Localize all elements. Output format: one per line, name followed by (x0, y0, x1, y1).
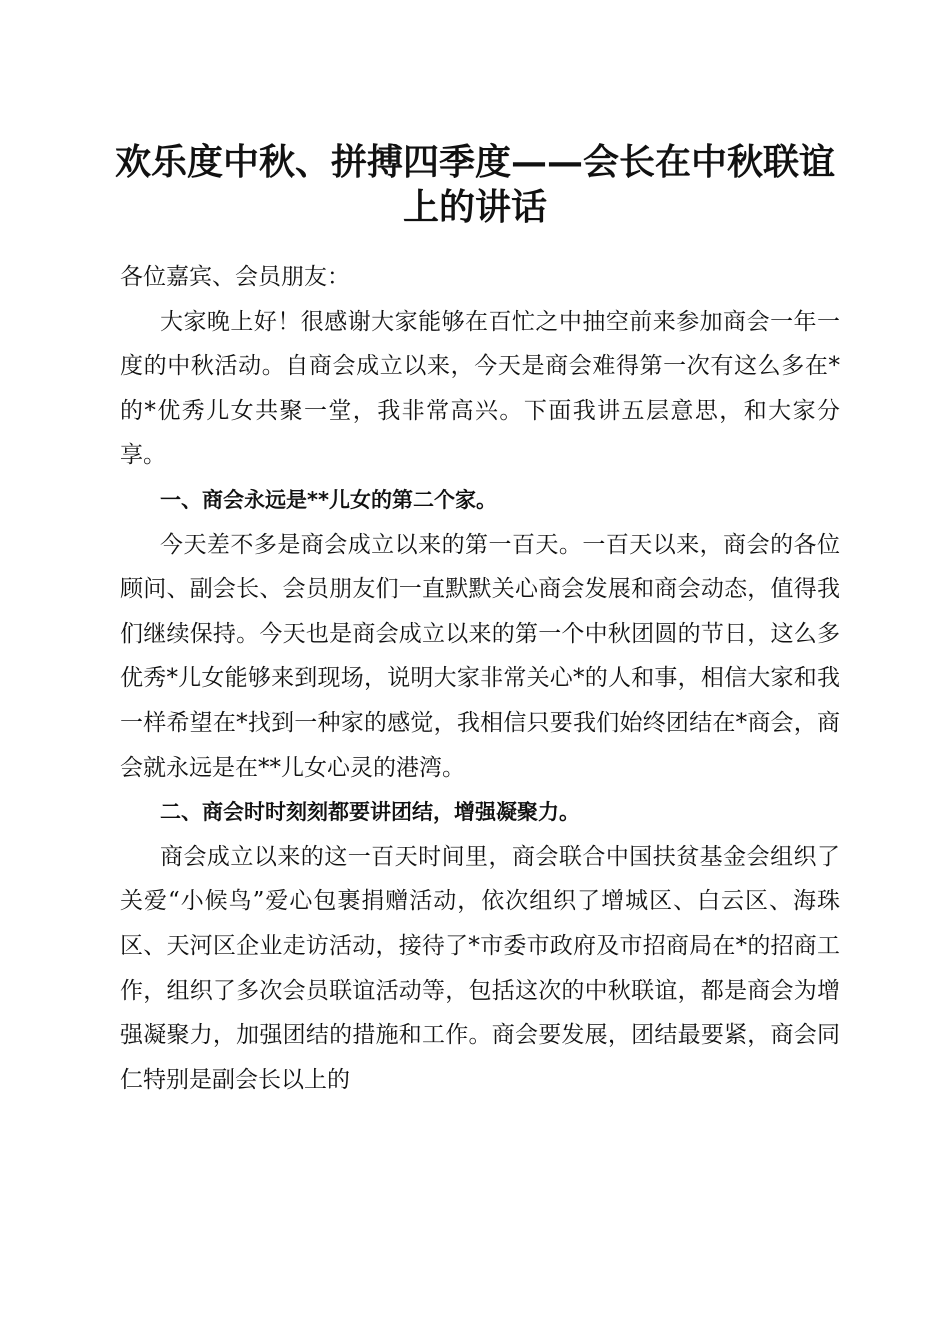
section-2-paragraph: 商会成立以来的这一百天时间里，商会联合中国扶贫基金会组织了关爱“小候鸟”爱心包裹捐赠活动，依次组织了增城区、白云区、海珠区、天河区企业走访活动，接待了*市委市政府及市招商局在*的招商工作，组织了多次会员联谊活动等，包括这次的中秋联谊，都是商会为增强凝聚力，加强团结的措施和工作。商会要发展，团结最要紧，商会同仁特别是副会长以上的 (120, 843, 840, 1093)
salutation: 各位嘉宾、会员朋友： (120, 264, 350, 290)
section-heading-2: 二、商会时时刻刻都要讲团结，增强凝聚力。 (160, 800, 580, 825)
section-1-paragraph: 今天差不多是商会成立以来的第一百天。一百天以来，商会的各位顾问、副会长、会员朋友们一直默默关心商会发展和商会动态，值得我们继续保持。今天也是商会成立以来的第一个中秋团圆的节日，这么多优秀*儿女能够来到现场，说明大家非常关心*的人和事，相信大家和我一样希望在*找到一种家的感觉，我相信只要我们始终团结在*商会，商会就永远是在**儿女心灵的港湾。 (120, 531, 840, 781)
section-heading-1: 一、商会永远是**儿女的第二个家。 (160, 487, 497, 512)
intro-paragraph: 大家晚上好！很感谢大家能够在百忙之中抽空前来参加商会一年一度的中秋活动。自商会成立以来，今天是商会难得第一次有这么多在*的*优秀儿女共聚一堂，我非常高兴。下面我讲五层意思，和大家分享。 (120, 308, 840, 469)
document-title-line-1: 欢乐度中秋、拼搏四季度——会长在中秋联谊 (114, 141, 835, 183)
document-title-line-2: 上的讲话 (402, 186, 547, 228)
document-body (120, 255, 840, 1102)
